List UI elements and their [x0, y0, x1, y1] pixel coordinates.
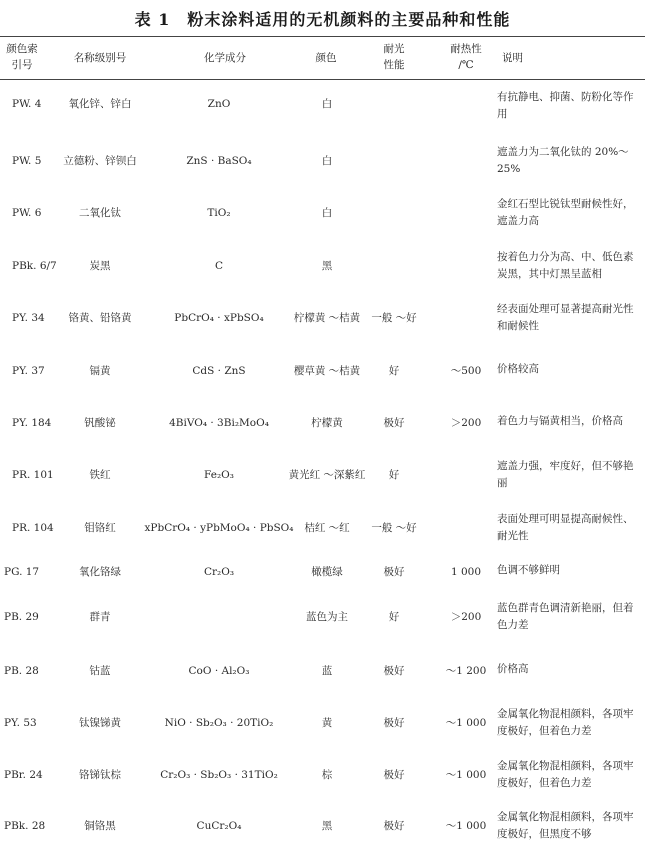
light-cell: 一般 ～好 [371, 312, 417, 324]
note-cell: 蓝色群青色调清新艳丽，但着色力差 [497, 602, 634, 631]
name-cell: 钴蓝 [89, 665, 111, 677]
light-cell: 好 [388, 365, 400, 377]
name-cell: 钒酸铋 [84, 417, 116, 429]
light-cell: 极好 [383, 820, 405, 832]
color-cell: 黑 [321, 260, 333, 272]
heat-cell: ～500 [450, 365, 482, 377]
note-cell: 色调不够鲜明 [497, 564, 560, 576]
light-cell: 极好 [383, 417, 405, 429]
header-index-line2: 引号 [11, 59, 33, 71]
color-cell: 樱草黄 ～桔黄 [293, 365, 361, 377]
name-cell: 铬锑钛棕 [79, 769, 121, 781]
heat-cell: ＞200 [450, 417, 482, 429]
heat-cell: ～1 200 [445, 665, 487, 677]
index-cell: PY. 53 [4, 717, 37, 729]
formula-cell: TiO₂ [207, 207, 231, 219]
note-cell: 遮盖力强，牢度好，但不够艳丽 [497, 460, 634, 489]
header-note: 说明 [502, 52, 523, 64]
index-cell: PR. 101 [12, 469, 54, 481]
formula-cell: ZnS · BaSO₄ [186, 155, 252, 167]
index-cell: PBk. 28 [4, 820, 46, 832]
name-cell: 群青 [89, 611, 111, 623]
heat-cell: ～1 000 [445, 820, 487, 832]
name-cell: 铬黄、铅铬黄 [68, 312, 132, 324]
name-cell: 镉黄 [89, 365, 111, 377]
color-cell: 白 [321, 207, 333, 219]
note-cell: 表面处理可明显提高耐候性、耐光性 [497, 513, 634, 542]
formula-cell: ZnO [207, 98, 231, 110]
light-cell: 一般 ～好 [371, 522, 417, 534]
color-cell: 橄榄绿 [311, 566, 343, 578]
note-cell: 着色力与镉黄相当，价格高 [497, 415, 623, 427]
note-cell: 金红石型比锐钛型耐候性好，遮盖力高 [497, 198, 634, 227]
name-cell: 铜铬黑 [84, 820, 116, 832]
formula-cell: C [214, 260, 224, 272]
table-title: 表 1 粉末涂料适用的无机颜料的主要品种和性能 [134, 10, 511, 29]
header-rule [0, 79, 645, 80]
header-light-line1: 耐光 [383, 43, 405, 55]
header-formula: 化学成分 [204, 52, 246, 64]
formula-cell: NiO · Sb₂O₃ · 20TiO₂ [164, 717, 274, 729]
formula-cell: Fe₂O₃ [204, 469, 234, 481]
top-rule [0, 36, 645, 37]
color-cell: 蓝色为主 [306, 611, 348, 623]
header-light-line2: 性能 [383, 59, 405, 71]
index-cell: PW. 4 [12, 98, 42, 110]
header-index [0, 41, 44, 73]
heat-cell: ～1 000 [445, 769, 487, 781]
light-cell: 好 [388, 611, 400, 623]
name-cell: 立德粉、锌钡白 [63, 155, 137, 167]
formula-cell: CoO · Al₂O₃ [188, 665, 250, 677]
index-cell: PBr. 24 [4, 769, 43, 781]
light-cell: 极好 [383, 769, 405, 781]
color-cell: 黄 [321, 717, 333, 729]
formula-cell: Cr₂O₃ · Sb₂O₃ · 31TiO₂ [160, 769, 278, 781]
header-light [370, 41, 418, 73]
formula-cell: CdS · ZnS [192, 365, 246, 377]
name-cell: 氧化铬绿 [79, 566, 121, 578]
color-cell: 黑 [321, 820, 333, 832]
formula-cell: CuCr₂O₄ [196, 820, 242, 832]
color-cell: 桔红 ～红 [304, 522, 350, 534]
light-cell: 极好 [383, 665, 405, 677]
formula-cell: PbCrO₄ · xPbSO₄ [174, 312, 264, 324]
note-cell: 按着色力分为高、中、低色素炭黑，其中灯黑呈蓝相 [497, 251, 634, 280]
color-cell: 棕 [321, 769, 333, 781]
color-cell: 蓝 [321, 665, 333, 677]
name-cell: 二氧化钛 [79, 207, 121, 219]
index-cell: PB. 29 [4, 611, 39, 623]
heat-cell: ～1 000 [445, 717, 487, 729]
header-heat-line2: /℃ [458, 59, 474, 71]
heat-cell: 1 000 [450, 566, 482, 578]
name-cell: 钛镍锑黄 [79, 717, 121, 729]
note-cell: 金属氧化物混相颜料，各项牢度极好，但黑度不够 [497, 811, 634, 840]
color-cell: 白 [321, 98, 333, 110]
note-cell: 有抗静电、抑菌、防粉化等作用 [497, 91, 634, 120]
note-cell: 价格高 [497, 663, 529, 675]
color-cell: 黄光红 ～深紫红 [288, 469, 366, 481]
header-heat-line1: 耐热性 [450, 43, 482, 55]
index-cell: PB. 28 [4, 665, 39, 677]
index-cell: PG. 17 [4, 566, 40, 578]
name-cell: 炭黑 [89, 260, 111, 272]
color-cell: 柠檬黄 [311, 417, 343, 429]
note-cell: 经表面处理可显著提高耐光性和耐候性 [497, 303, 634, 332]
heat-cell: ＞200 [450, 611, 482, 623]
light-cell: 好 [388, 469, 400, 481]
header-index-line1: 颜色索 [6, 43, 38, 55]
index-cell: PY. 34 [12, 312, 45, 324]
index-cell: PY. 37 [12, 365, 45, 377]
formula-cell: Cr₂O₃ [203, 566, 235, 578]
index-cell: PY. 184 [12, 417, 52, 429]
index-cell: PR. 104 [12, 522, 54, 534]
name-cell: 氧化锌、锌白 [68, 98, 132, 110]
note-cell: 金属氧化物混相颜料，各项牢度极好，但着色力差 [497, 708, 634, 737]
name-cell: 钼铬红 [84, 522, 116, 534]
index-cell: PW. 6 [12, 207, 42, 219]
note-cell: 遮盖力为二氧化钛的 20%～25% [497, 146, 629, 175]
index-cell: PBk. 6/7 [12, 260, 57, 272]
index-cell: PW. 5 [12, 155, 42, 167]
light-cell: 极好 [383, 717, 405, 729]
color-cell: 柠檬黄 ～桔黄 [293, 312, 361, 324]
color-cell: 白 [321, 155, 333, 167]
name-cell: 铁红 [89, 469, 111, 481]
header-heat [438, 41, 494, 73]
formula-cell: xPbCrO₄ · yPbMoO₄ · PbSO₄ [144, 522, 294, 534]
header-name: 名称级别号 [73, 52, 127, 64]
light-cell: 极好 [383, 566, 405, 578]
header-color: 颜色 [315, 52, 337, 64]
note-cell: 金属氧化物混相颜料，各项牢度极好，但着色力差 [497, 760, 634, 789]
note-cell: 价格较高 [497, 363, 539, 375]
formula-cell: 4BiVO₄ · 3Bi₂MoO₄ [169, 417, 269, 429]
